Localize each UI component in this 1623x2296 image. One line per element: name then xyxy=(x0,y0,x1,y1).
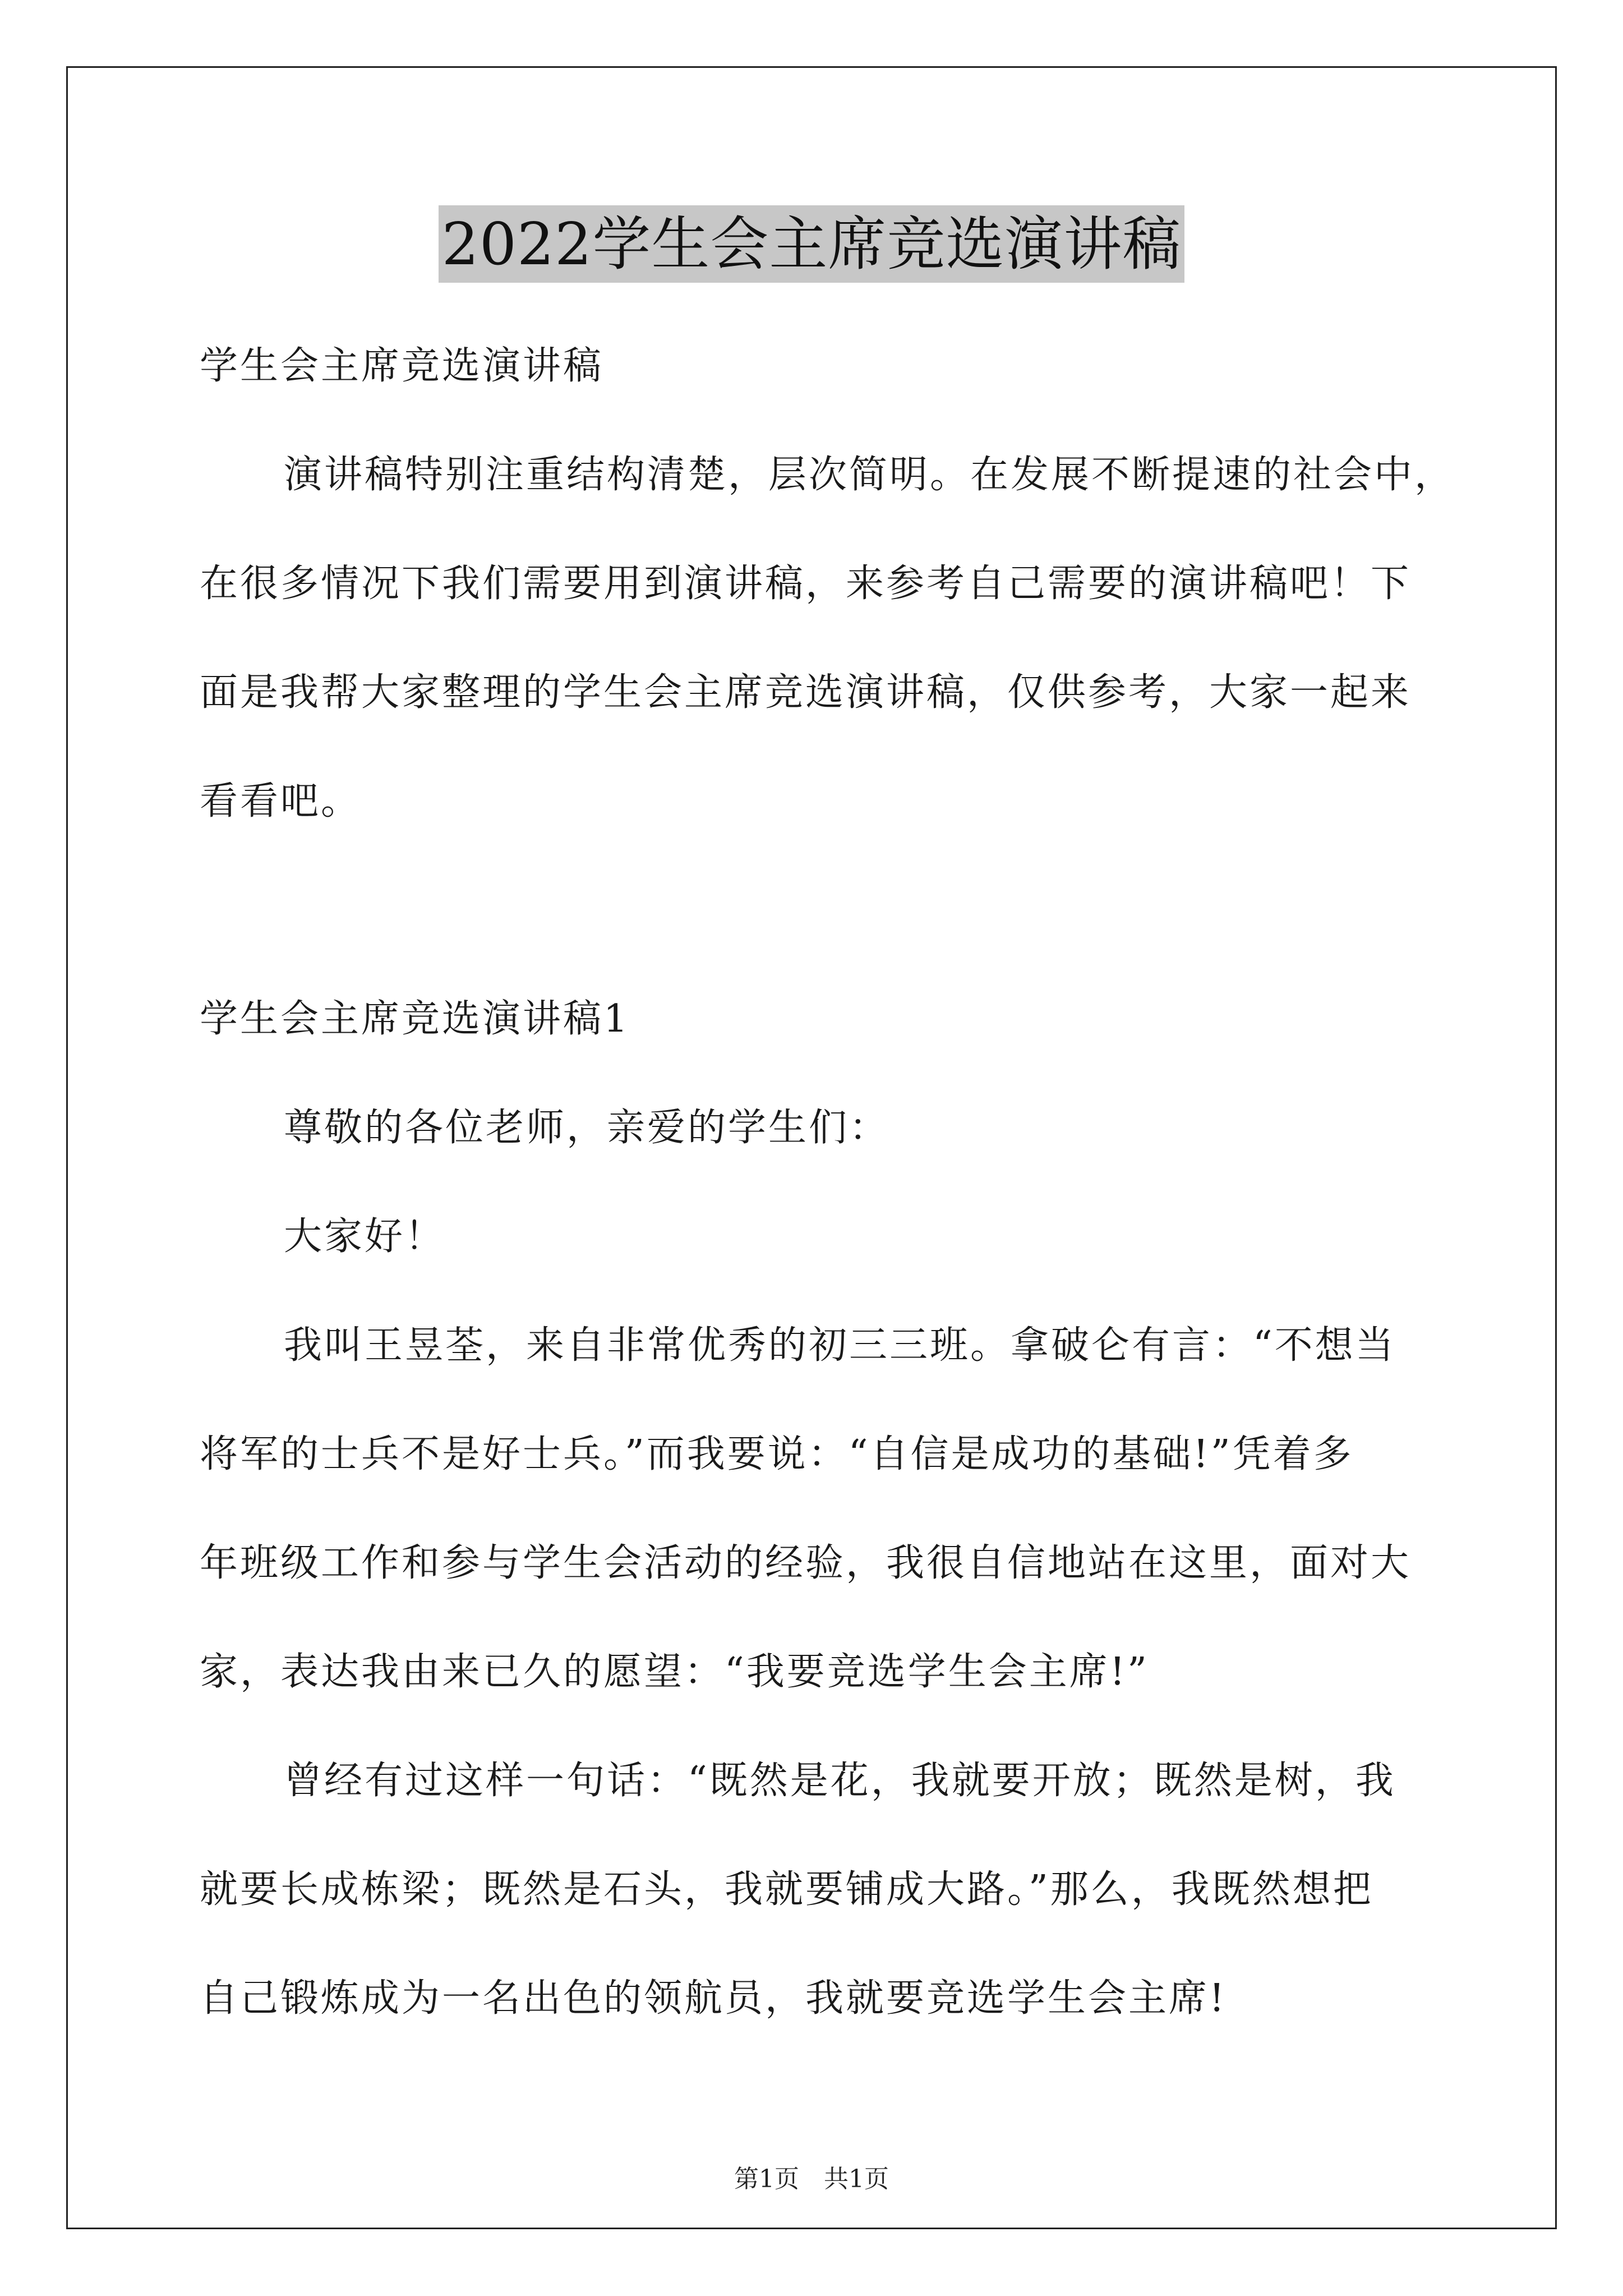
paragraph-line: 面是我帮大家整理的学生会主席竞选演讲稿，仅供参考，大家一起来 xyxy=(200,670,1412,715)
paragraph-line: 看看吧。 xyxy=(200,779,362,823)
paragraph-line: 在很多情况下我们需要用到演讲稿，来参考自己需要的演讲稿吧！下 xyxy=(200,562,1412,606)
paragraph-line: 就要长成栋梁；既然是石头，我就要铺成大路。”那么，我既然想把 xyxy=(200,1867,1373,1912)
title-container xyxy=(0,205,1623,283)
paragraph-line: 我叫王昱荃，来自非常优秀的初三三班。拿破仑有言：“不想当 xyxy=(284,1323,1396,1368)
section-heading: 学生会主席竞选演讲稿1 xyxy=(200,997,630,1041)
subtitle-line: 学生会主席竞选演讲稿 xyxy=(200,344,604,388)
document-body xyxy=(200,312,1455,2053)
blank-line xyxy=(200,856,1433,965)
paragraph-line: 自己锻炼成为一名出色的领航员，我就要竞选学生会主席! xyxy=(200,1976,1227,2021)
salutation-line: 尊敬的各位老师，亲爱的学生们： xyxy=(284,1106,890,1150)
paragraph-line: 年班级工作和参与学生会活动的经验，我很自信地站在这里，面对大 xyxy=(200,1541,1412,1585)
document-title: 2022学生会主席竞选演讲稿 xyxy=(439,205,1185,283)
paragraph-line: 将军的士兵不是好士兵。”而我要说：“自信是成功的基础!”凭着多 xyxy=(200,1432,1354,1476)
paragraph-line: 曾经有过这样一句话：“既然是花，我就要开放；既然是树，我 xyxy=(284,1759,1396,1803)
greeting-line: 大家好！ xyxy=(284,1214,446,1259)
page-footer: 第1页 共1页 xyxy=(734,2165,889,2193)
paragraph-line: 家，表达我由来已久的愿望：“我要竞选学生会主席!” xyxy=(200,1650,1149,1694)
paragraph-line: 演讲稿特别注重结构清楚，层次简明。在发展不断提速的社会中， xyxy=(284,453,1455,497)
